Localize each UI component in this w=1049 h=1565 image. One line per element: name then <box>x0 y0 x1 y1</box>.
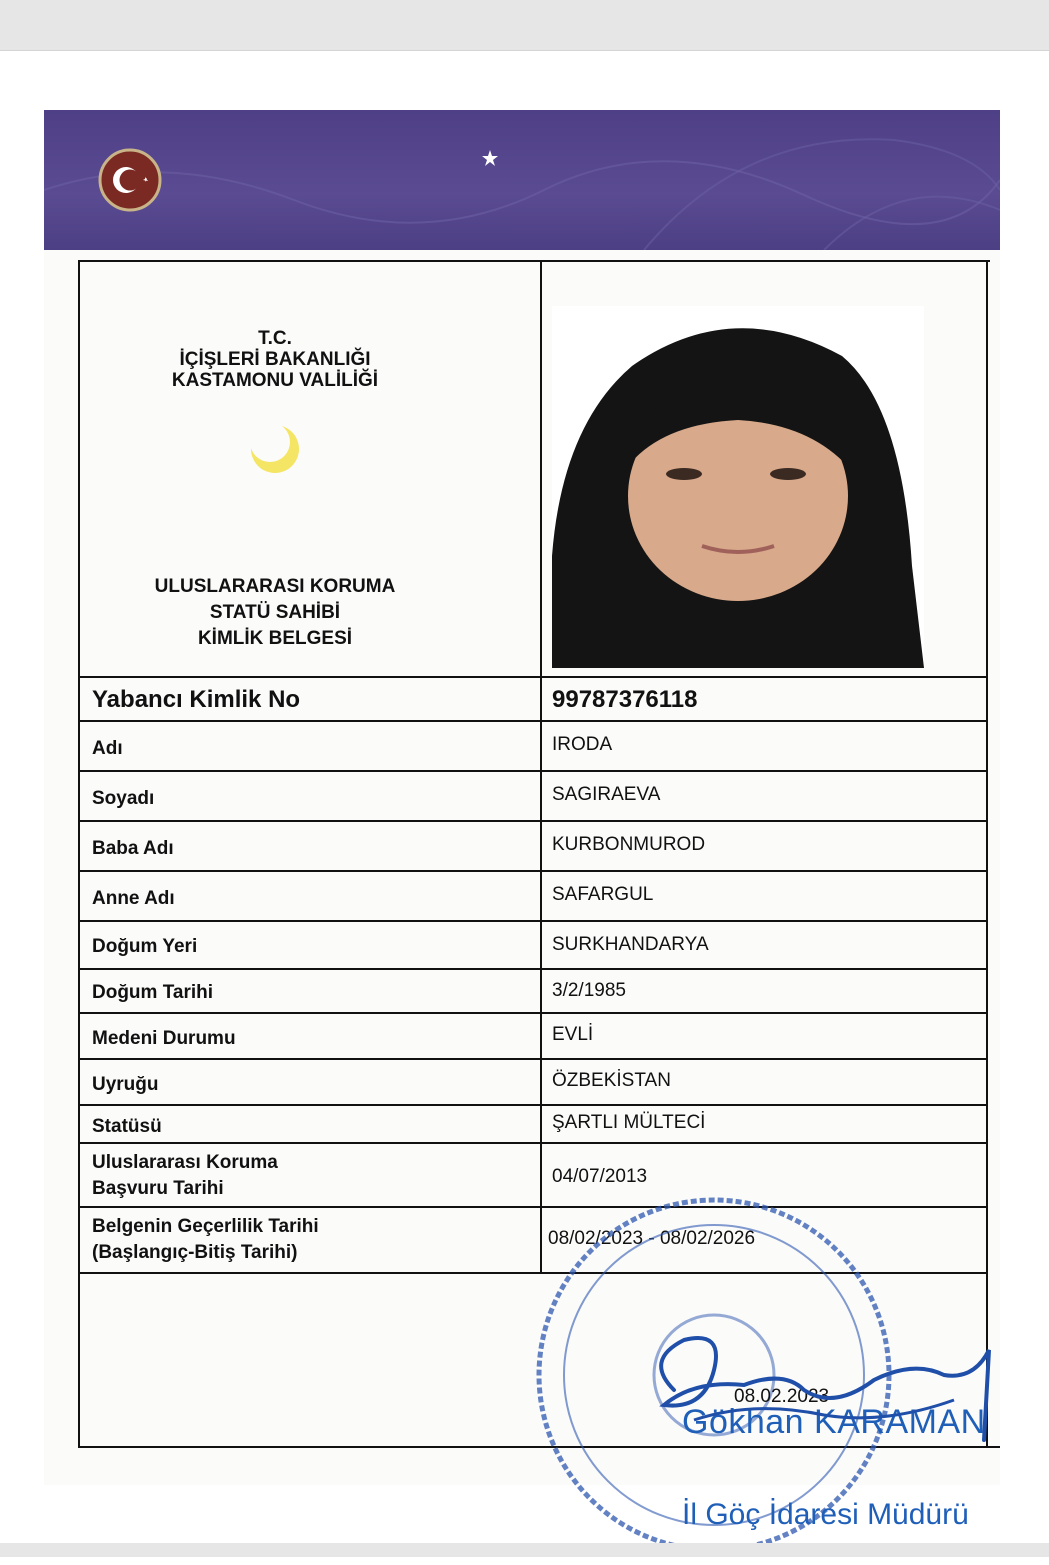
field-label-line-2: (Başlangıç-Bitiş Tarihi) <box>92 1242 298 1263</box>
field-value: KURBONMUROD <box>552 834 706 855</box>
id-document <box>44 110 1000 1531</box>
header-banner <box>44 110 1000 250</box>
field-label-line-1: Uluslararası Koruma <box>92 1152 278 1173</box>
field-value: 3/2/1985 <box>552 980 626 1001</box>
field-row-father-name <box>80 820 986 872</box>
field-label: Doğum Yeri <box>92 936 198 957</box>
signature-icon <box>634 1280 994 1450</box>
field-value: 99787376118 <box>552 686 698 713</box>
issuer-line-3: KASTAMONU VALİLİĞİ <box>171 370 379 391</box>
field-label-line-1: Belgenin Geçerlilik Tarihi <box>92 1216 319 1237</box>
field-value: EVLİ <box>552 1024 594 1045</box>
viewer-top-bar <box>0 0 1049 51</box>
issuer-panel <box>80 262 540 676</box>
title-line-1: ULUSLARARASI KORUMA <box>154 576 396 597</box>
document-title <box>80 574 470 652</box>
field-label: Anne Adı <box>92 888 175 909</box>
field-value: ÖZBEKİSTAN <box>552 1070 671 1091</box>
stamp-date: 08.02.2023 <box>734 1386 830 1407</box>
field-value: IRODA <box>552 734 613 755</box>
field-row-status <box>80 1104 986 1144</box>
title-line-3: KİMLİK BELGESİ <box>197 628 353 649</box>
field-label: Statüsü <box>92 1116 162 1137</box>
right-border <box>986 262 988 1448</box>
field-label: Doğum Tarihi <box>92 982 214 1003</box>
field-value: SURKHANDARYA <box>552 934 709 955</box>
field-row-marital-status <box>80 1012 986 1060</box>
issuer-line-1: T.C. <box>258 328 292 349</box>
field-label: Baba Adı <box>92 838 174 859</box>
field-row-mother-name <box>80 870 986 922</box>
field-value: 08/02/2023 - 08/02/2026 <box>548 1228 756 1249</box>
field-value: SAFARGUL <box>552 884 654 905</box>
field-value: SAGIRAEVA <box>552 784 661 805</box>
field-label: Uyruğu <box>92 1074 159 1095</box>
issuer-block <box>80 328 470 391</box>
gold-crescent-icon <box>240 414 310 484</box>
field-label: Adı <box>92 738 123 759</box>
field-value: ŞARTLI MÜLTECİ <box>552 1112 706 1133</box>
stamp-officer-title: İl Göç İdaresi Müdürü <box>682 1498 969 1531</box>
field-label: Soyadı <box>92 788 155 809</box>
field-row-birth-date <box>80 968 986 1014</box>
field-value: 04/07/2013 <box>552 1166 648 1187</box>
stamp-officer-name: Gökhan KARAMAN <box>682 1403 986 1441</box>
field-row-foreign-id <box>80 676 986 722</box>
field-label-line-2: Başvuru Tarihi <box>92 1178 224 1199</box>
turkish-emblem-icon <box>100 150 160 210</box>
field-label: Medeni Durumu <box>92 1028 236 1049</box>
field-row-surname <box>80 770 986 822</box>
field-label: Yabancı Kimlik No <box>92 686 301 713</box>
issuer-line-2: İÇİŞLERİ BAKANLIĞI <box>179 349 371 370</box>
viewer-bottom-bar <box>0 1543 1049 1557</box>
field-row-nationality <box>80 1058 986 1106</box>
crescent-star-icon <box>481 150 542 207</box>
banner-pattern <box>44 110 1000 250</box>
title-line-2: STATÜ SAHİBİ <box>209 602 341 623</box>
portrait-image <box>552 306 924 668</box>
field-row-birth-place <box>80 920 986 970</box>
holder-photo <box>552 306 924 668</box>
field-row-name <box>80 720 986 772</box>
